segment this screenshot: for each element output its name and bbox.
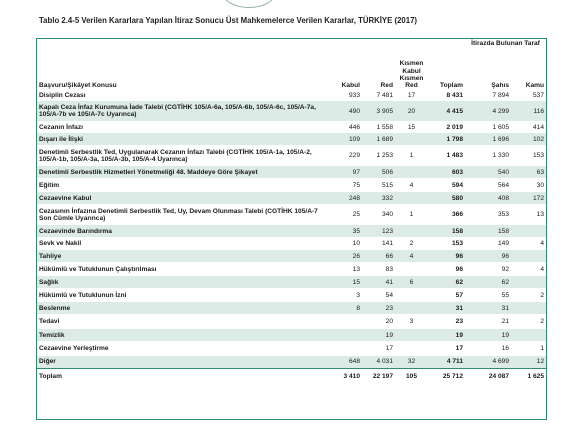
cell-kabul: 446 <box>348 123 360 131</box>
cell-kamu <box>511 276 546 288</box>
cell-kamu: 1 <box>540 345 545 353</box>
cell-kismen: 4 <box>395 250 428 262</box>
cell-kismen: 3 <box>409 318 414 326</box>
cell-kamu: 4 <box>540 240 545 248</box>
cell-kismen <box>395 341 428 356</box>
row-label: Temizlik <box>37 329 327 341</box>
table-row <box>37 192 546 204</box>
cell-toplam: 4 711 <box>428 356 465 368</box>
cell-kabul: 648 <box>327 356 362 368</box>
row-label: Hükümlü ve Tutuklunun Çalıştırılması <box>39 265 157 273</box>
cell-red: 340 <box>381 211 393 219</box>
row-label: Diğer <box>37 356 327 368</box>
cell-toplam: 603 <box>428 166 465 178</box>
table-row <box>37 302 546 314</box>
cell-sahis: 62 <box>465 276 511 288</box>
cell-kismen: 17 <box>407 92 416 100</box>
cell-red: 141 <box>381 240 393 248</box>
table-row <box>37 288 546 302</box>
cell-kamu <box>511 250 546 262</box>
total-label: Toplam <box>37 368 327 385</box>
cell-red: 19 <box>362 329 395 341</box>
cell-kamu: 12 <box>511 356 546 368</box>
cell-toplam: 96 <box>455 265 463 273</box>
cell-kamu: 153 <box>533 152 545 160</box>
total-toplam: 25 712 <box>428 368 465 385</box>
cell-kismen <box>395 225 428 237</box>
cell-sahis: 158 <box>465 225 511 237</box>
header-kabul: Kabul <box>341 82 360 89</box>
row-label: Dışarı ile İlişki <box>37 133 327 145</box>
table-row <box>37 166 546 178</box>
cell-red: 20 <box>385 318 393 326</box>
cell-red: 17 <box>385 345 393 353</box>
cell-kamu: 102 <box>511 133 546 145</box>
cell-kismen <box>395 288 428 302</box>
logo-seal <box>222 0 276 8</box>
table-row <box>37 237 546 250</box>
cell-toplam: 1 798 <box>428 133 465 145</box>
cell-toplam: 2 019 <box>446 123 463 131</box>
header-itiraz-group: İtirazda Bulunan Taraf <box>471 40 540 47</box>
cell-kismen <box>395 262 428 276</box>
cell-sahis: 19 <box>465 329 511 341</box>
table-row <box>37 204 546 225</box>
cell-sahis: 92 <box>501 265 509 273</box>
cell-kismen <box>395 166 428 178</box>
cell-sahis: 7 894 <box>492 92 509 100</box>
cell-kismen: 32 <box>395 356 428 368</box>
cell-kamu: 13 <box>536 211 545 219</box>
cell-kabul: 15 <box>327 276 362 288</box>
table-row <box>37 101 546 121</box>
cell-kamu: 414 <box>533 123 545 131</box>
cell-red: 3 905 <box>362 101 395 121</box>
cell-red: 1 689 <box>362 133 395 145</box>
header-sahis: Şahıs <box>491 82 509 89</box>
row-label: Tahliye <box>37 250 327 262</box>
cell-kamu: 172 <box>511 192 546 204</box>
cell-toplam: 4 415 <box>428 101 465 121</box>
cell-red: 123 <box>362 225 395 237</box>
cell-toplam: 96 <box>428 250 465 262</box>
table-row <box>37 250 546 262</box>
cell-red: 332 <box>362 192 395 204</box>
cell-red: 1 558 <box>376 123 393 131</box>
data-table <box>37 39 546 385</box>
cell-toplam: 17 <box>455 345 463 353</box>
cell-kabul <box>327 314 362 329</box>
table-row <box>37 341 546 356</box>
cell-toplam: 158 <box>428 225 465 237</box>
cell-sahis: 1 605 <box>492 123 509 131</box>
cell-kabul: 97 <box>327 166 362 178</box>
cell-sahis: 1 696 <box>465 133 511 145</box>
row-label: Beslenme <box>37 302 327 314</box>
row-label: Cezaevinde Barındırma <box>37 225 327 237</box>
row-label: Sevk ve Nakil <box>39 240 82 248</box>
cell-sahis: 96 <box>465 250 511 262</box>
cell-red: 4 031 <box>362 356 395 368</box>
header-red: Red <box>380 82 393 89</box>
cell-kamu: 2 <box>540 291 545 299</box>
cell-kismen <box>395 133 428 145</box>
row-label: Cezaevine Yerleştirme <box>39 345 109 353</box>
row-label: Denetimli Serbestlik Ted, Uygulanarak Cezanın İnfazı Talebi (CGTİHK 105/A-1a, 105/A-2, 105/A-1b, 105/A-3a, 105/A-3b, 105/A-4 Uyarınca) <box>39 148 312 163</box>
cell-kismen: 6 <box>395 276 428 288</box>
cell-toplam: 19 <box>428 329 465 341</box>
cell-kismen <box>395 302 428 314</box>
cell-kabul: 109 <box>327 133 362 145</box>
cell-kamu: 116 <box>511 101 546 121</box>
cell-kismen <box>395 329 428 341</box>
total-kamu: 1 625 <box>511 368 546 385</box>
cell-kabul: 933 <box>348 92 360 100</box>
cell-red: 41 <box>362 276 395 288</box>
table-row <box>37 133 546 145</box>
header-subject: Başvuru/Şikâyet Konusu <box>39 82 117 89</box>
total-red: 22 197 <box>362 368 395 385</box>
cell-toplam: 1 483 <box>446 152 463 160</box>
cell-kamu: 2 <box>540 318 545 326</box>
cell-kismen: 1 <box>409 211 414 219</box>
cell-toplam: 580 <box>428 192 465 204</box>
cell-kabul: 8 <box>327 302 362 314</box>
table-row <box>37 121 546 133</box>
row-label: Cezanın İnfazı <box>39 123 83 131</box>
cell-kamu: 537 <box>533 92 545 100</box>
cell-kismen <box>395 192 428 204</box>
cell-sahis: 21 <box>501 318 509 326</box>
cell-sahis: 564 <box>497 181 509 189</box>
cell-kamu <box>511 302 546 314</box>
cell-kabul: 248 <box>327 192 362 204</box>
table-title: Tablo 2.4-5 Verilen Kararlara Yapılan İtiraz Sonucu Üst Mahkemelerce Verilen Kararlar, TÜRKİYE (2017) <box>39 16 418 25</box>
row-label: Cezaevine Kabul <box>37 192 327 204</box>
cell-kamu <box>511 225 546 237</box>
cell-kabul: 13 <box>352 265 360 273</box>
cell-kabul: 229 <box>348 152 360 160</box>
row-label: Denetimli Serbestlik Hizmetleri Yönetmeliği 48. Maddeye Göre Şikayet <box>37 166 327 178</box>
table-row <box>37 314 546 329</box>
cell-kabul: 10 <box>352 240 360 248</box>
cell-sahis: 353 <box>497 211 509 219</box>
cell-kamu: 30 <box>536 181 545 189</box>
row-label: Cezasının İnfazına Denetimli Serbestlik Ted, Uy, Devam Olunması Talebi (CGTİHK 105/A-7 Son Cümle Uyarınca) <box>39 207 318 222</box>
header-kismen: Kısmen Kabul Kısmen Red <box>399 60 424 89</box>
row-label: Tedavi <box>39 318 60 326</box>
cell-red: 23 <box>362 302 395 314</box>
header-kamu: Kamu <box>525 82 545 89</box>
cell-sahis: 16 <box>501 345 509 353</box>
cell-kabul: 25 <box>352 211 360 219</box>
row-label: Sağlık <box>37 276 327 288</box>
total-kabul: 3 410 <box>327 368 362 385</box>
cell-red: 1 253 <box>376 152 393 160</box>
cell-red: 66 <box>362 250 395 262</box>
cell-toplam: 594 <box>451 181 463 189</box>
cell-kamu: 4 <box>540 265 545 273</box>
cell-kabul: 3 <box>356 291 360 299</box>
table-row <box>37 356 546 368</box>
row-label: Eğitim <box>39 181 60 189</box>
cell-kismen: 15 <box>407 123 416 131</box>
cell-red: 54 <box>385 291 393 299</box>
cell-sahis: 540 <box>465 166 511 178</box>
cell-kamu: 63 <box>511 166 546 178</box>
table-row <box>37 262 546 276</box>
header-toplam: Toplam <box>440 82 463 89</box>
cell-red: 7 481 <box>376 92 393 100</box>
cell-kismen: 20 <box>395 101 428 121</box>
cell-kismen: 1 <box>409 152 414 160</box>
table-body <box>37 90 546 368</box>
total-row <box>37 368 546 385</box>
cell-kabul <box>327 341 362 356</box>
cell-kamu <box>511 329 546 341</box>
table-row <box>37 329 546 341</box>
cell-kabul: 35 <box>327 225 362 237</box>
cell-toplam: 8 431 <box>446 92 463 100</box>
row-label: Kapalı Ceza İnfaz Kurumuna İade Talebi (CGTİHK 105/A-6a, 105/A-6b, 105/A-6c, 105/A-7a, 105/A-7b ve 105/A-7c Uyarınca) <box>37 101 327 121</box>
cell-toplam: 366 <box>451 211 463 219</box>
cell-sahis: 408 <box>465 192 511 204</box>
table-row <box>37 145 546 166</box>
cell-toplam: 153 <box>451 240 463 248</box>
cell-red: 83 <box>385 265 393 273</box>
cell-toplam: 31 <box>428 302 465 314</box>
cell-kabul: 490 <box>327 101 362 121</box>
cell-sahis: 4 699 <box>465 356 511 368</box>
cell-kismen: 2 <box>409 240 414 248</box>
table-row <box>37 276 546 288</box>
cell-sahis: 55 <box>501 291 509 299</box>
table-row <box>37 90 546 101</box>
cell-sahis: 149 <box>497 240 509 248</box>
cell-kabul <box>327 329 362 341</box>
table-row <box>37 178 546 192</box>
cell-toplam: 57 <box>455 291 463 299</box>
cell-red: 506 <box>362 166 395 178</box>
cell-toplam: 23 <box>455 318 463 326</box>
cell-kismen: 4 <box>409 181 414 189</box>
cell-kabul: 26 <box>327 250 362 262</box>
row-label: Disiplin Cezası <box>39 92 86 100</box>
row-label: Hükümlü ve Tutuklunun İzni <box>39 291 127 299</box>
table-row <box>37 225 546 237</box>
cell-toplam: 62 <box>428 276 465 288</box>
cell-sahis: 31 <box>465 302 511 314</box>
cell-red: 515 <box>381 181 393 189</box>
total-kismen: 105 <box>395 368 428 385</box>
total-sahis: 24 087 <box>465 368 511 385</box>
cell-sahis: 4 299 <box>465 101 511 121</box>
cell-sahis: 1 330 <box>492 152 509 160</box>
cell-kabul: 75 <box>352 181 360 189</box>
